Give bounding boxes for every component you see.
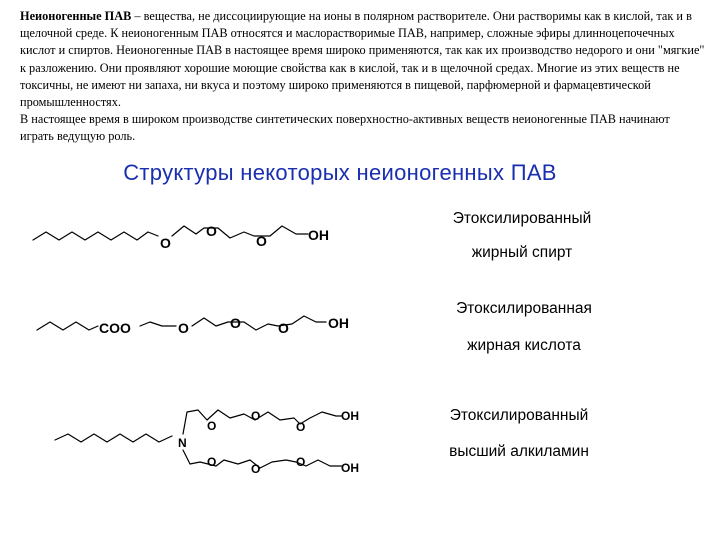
atom-O: O xyxy=(230,315,241,331)
alkyl-chain-1 xyxy=(33,232,158,240)
atom-COO: COO xyxy=(99,320,131,336)
atom-O: O xyxy=(178,320,189,336)
atom-O: O xyxy=(207,455,217,469)
alkyl-chain-3 xyxy=(55,434,172,442)
intro-paragraph-1-text: – вещества, не диссоциирующие на ионы в полярном растворителе. Они растворимы как в кислой, так и в щелочной среде. К неионогенным ПАВ относятся и маслорастворимые ПАВ, например, сложные эфиры длинноцепочечных кислот и спиртов. Неионогенные ПАВ в настоящее время широко применяются, так как их производство недорого и они "мягкие" к разложению. Они проявляют хорошие моющие свойства как в кислой, так и в щелочной средах. Многие из этих веществ не токсичны, не имеют ни запаха, ни вкуса и поэтому широко применяются в пищевой, парфюмерной и фармацевтической промышленностях. xyxy=(20,9,705,110)
label-ethoxylated-acid-line1: Этоксилированная xyxy=(456,300,592,317)
atom-O: O xyxy=(160,235,171,251)
ethoxy-chain-2 xyxy=(192,316,326,330)
atom-O: O xyxy=(296,420,306,434)
atom-O: O xyxy=(251,409,261,423)
page-title: Структуры некоторых неионогенных ПАВ xyxy=(123,160,557,185)
label-ethoxylated-alcohol-line1: Этоксилированный xyxy=(452,210,592,227)
atom-OH: OH xyxy=(341,409,359,423)
label-ethoxylated-alcohol-line2: жирный спирт xyxy=(471,244,573,261)
atom-OH: OH xyxy=(328,315,349,331)
alkyl-chain-2 xyxy=(37,322,98,330)
ethoxy-chain-1 xyxy=(172,226,308,238)
atom-OH: OH xyxy=(308,227,329,243)
atom-N: N xyxy=(178,436,187,450)
label-ethoxylated-amine-line1: Этоксилированный xyxy=(449,407,589,424)
term-nonionic-surfactants: Неионогенные ПАВ xyxy=(20,9,132,23)
label-ethoxylated-acid-line2: жирная кислота xyxy=(467,337,581,354)
label-ethoxylated-amine-line2: высший алкиламин xyxy=(449,443,589,460)
atom-OH: OH xyxy=(341,461,359,475)
atom-O: O xyxy=(256,233,267,249)
atom-O: O xyxy=(251,462,261,476)
ester-linker-2 xyxy=(140,322,176,326)
atom-O: O xyxy=(278,320,289,336)
atom-O: O xyxy=(296,455,306,469)
intro-paragraph-2: В настоящее время в широком производстве синтетических поверхностно-активных веществ неионогенные ПАВ начинают играть ведущую роль. xyxy=(20,112,670,144)
atom-O: O xyxy=(206,223,217,239)
atom-O: O xyxy=(207,419,217,433)
